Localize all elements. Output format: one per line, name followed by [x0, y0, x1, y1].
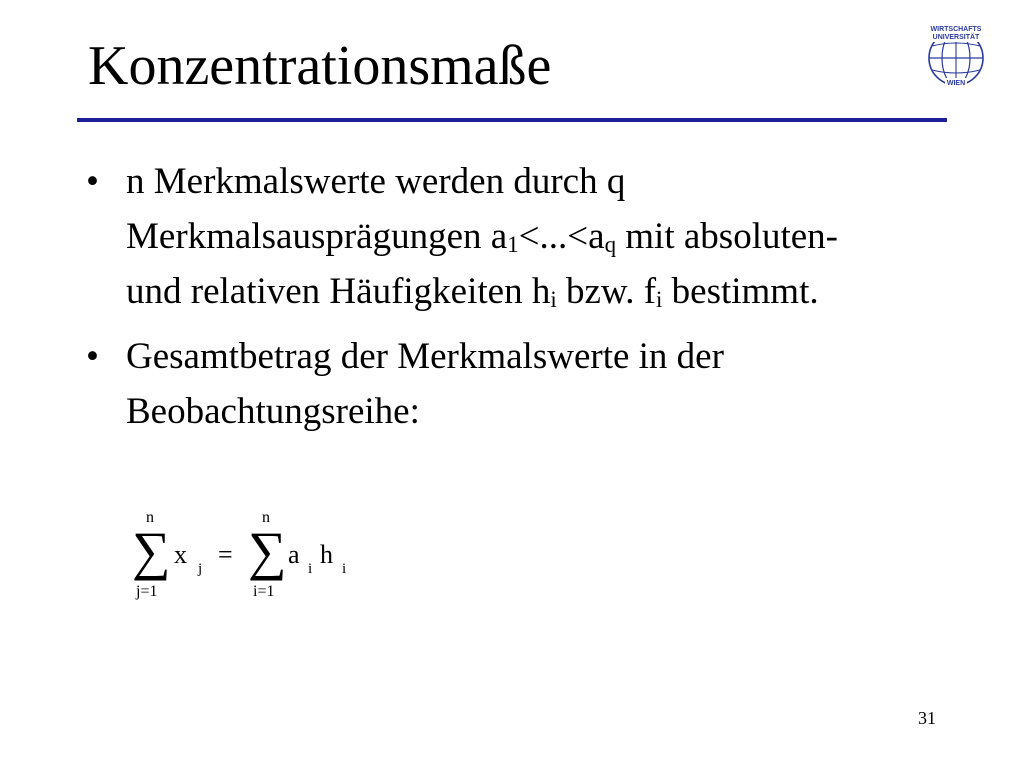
title-underline	[77, 118, 947, 122]
bullet-list	[82, 154, 882, 449]
bullet2-text: Gesamtbetrag der Merkmalswerte in der Beobachtungsreihe:	[126, 336, 724, 432]
sum-formula	[128, 510, 368, 610]
term-h-subscript: i	[342, 561, 347, 577]
bullet1-sub-f: i	[656, 287, 663, 313]
bullet-item-merkmalswerte	[82, 154, 882, 319]
term-a-subscript: i	[308, 561, 313, 577]
equals-sign: =	[218, 540, 233, 569]
bullet1-sub-q: q	[604, 232, 617, 258]
bullet-icon: •	[86, 161, 99, 202]
university-logo	[922, 20, 990, 90]
sum1-lower-limit: j=1	[136, 583, 158, 600]
sum1-upper-limit: n	[146, 509, 154, 526]
bullet1-text-part3: mit absoluten- und relativen Häufigkeiten h	[126, 216, 838, 312]
page-number: 31	[918, 708, 936, 728]
bullet-item-gesamtbetrag	[82, 329, 882, 439]
term-x: x	[174, 540, 187, 569]
bullet1-text-part5: bestimmt.	[662, 271, 819, 312]
bullet-icon: •	[86, 336, 99, 377]
bullet1-text-part2: <...<a	[518, 216, 605, 257]
sum1-sigma-icon: ∑	[132, 521, 171, 581]
bullet1-text-part1: n Merkmalswerte werden durch q Merkmalsausprägungen a	[126, 161, 626, 257]
bullet1-sub-h: i	[550, 287, 557, 313]
term-h: h	[320, 540, 333, 569]
globe-logo-icon	[922, 20, 990, 90]
sum2-sigma-icon: ∑	[248, 521, 287, 581]
bullet1-text-part4: bzw. f	[556, 271, 657, 312]
logo-line3: WIEN	[946, 80, 966, 87]
sum2-upper-limit: n	[262, 509, 270, 526]
term-x-subscript: j	[198, 561, 203, 577]
logo-line2: UNIVERSITÄT	[932, 34, 980, 41]
logo-line1: WIRTSCHAFTS	[930, 26, 982, 33]
bullet1-sub-1: 1	[507, 232, 519, 258]
term-a: a	[288, 540, 300, 569]
sum2-lower-limit: i=1	[253, 583, 275, 600]
slide-title: Konzentrationsmaße	[88, 35, 552, 97]
